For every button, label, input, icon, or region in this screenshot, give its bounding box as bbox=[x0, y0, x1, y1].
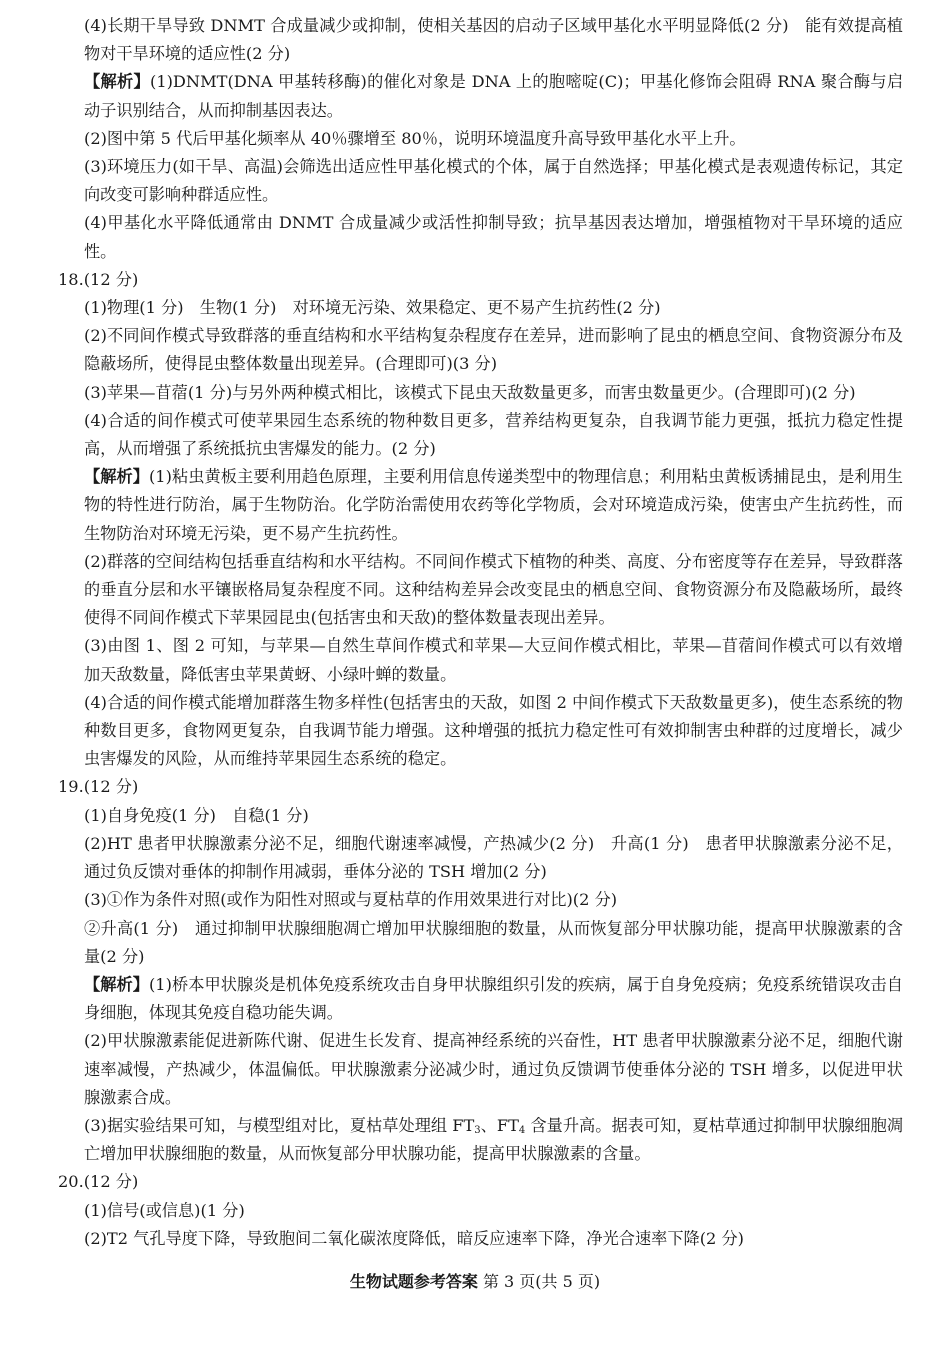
q18-answer-4: (4)合适的间作模式可使苹果园生态系统的物种数目更多，营养结构更复杂，自我调节能力更强，抵抗力稳定性提高，从而增强了系统抵抗虫害爆发的能力。(2 分) bbox=[84, 410, 903, 459]
page-footer bbox=[0, 1271, 950, 1293]
q18-explanation-3: (3)由图 1、图 2 可知，与苹果—自然生草间作模式和苹果—大豆间作模式相比，苹果—苜蓿间作模式可以有效增加天敌数量，降低害虫苹果黄蚜、小绿叶蝉的数量。 bbox=[84, 636, 903, 684]
q19-answer-2: (2)HT 患者甲状腺激素分泌不足，细胞代谢速率减慢，产热减少(2 分) 升高(1 分) 患者甲状腺激素分泌不足，通过负反馈对垂体的抑制作用减弱，垂体分泌的 TSH 增加(2 分) bbox=[84, 833, 903, 882]
q20-answer-2: (2)T2 气孔导度下降，导致胞间二氧化碳浓度降低，暗反应速率下降，净光合速率下降(2 分) bbox=[84, 1228, 744, 1248]
q18-heading: 18.(12 分) bbox=[58, 269, 139, 289]
q18-answer-3: (3)苹果—苜蓿(1 分)与另外两种模式相比，该模式下昆虫天敌数量更多，而害虫数量更少。(合理即可)(2 分) bbox=[84, 382, 856, 402]
q19-answer-1: (1)自身免疫(1 分) 自稳(1 分) bbox=[84, 805, 309, 825]
q18-explanation-4: (4)合适的间作模式能增加群落生物多样性(包括害虫的天敌，如图 2 中间作模式下天敌数量更多)，使生态系统的物种数目更多，食物网更复杂，自我调节能力增强。这种增强的抵抗力稳定性可有效抑制害虫种群的过度增长，减少虫害爆发的风险，从而维持苹果园生态系统的稳定。 bbox=[84, 692, 903, 769]
q17-explanation-3: (3)环境压力(如干旱、高温)会筛选出适应性甲基化模式的个体，属于自然选择；甲基化模式是表观遗传标记，其定向改变可影响种群适应性。 bbox=[84, 157, 903, 205]
q19-explanation-2: (2)甲状腺激素能促进新陈代谢、促进生长发育、提高神经系统的兴奋性，HT 患者甲状腺激素分泌不足，细胞代谢速率减慢，产热减少，体温偏低。甲状腺激素分泌减少时，通过负反馈调节使垂体分泌的 TSH 增多，以促进甲状腺激素合成。 bbox=[84, 1031, 903, 1107]
q19-explanation-3: (3)据实验结果可知，与模型组对比，夏枯草处理组 $FT_3$、$FT_4$ 含量升高。据表可知，夏枯草通过抑制甲状腺细胞凋亡增加甲状腺细胞的数量，从而恢复部分甲状腺功能，提高甲状腺激素的含量。 bbox=[84, 1115, 904, 1164]
footer-title: 生物试题参考答案 bbox=[349, 1272, 478, 1291]
q17-explanation-4: (4)甲基化水平降低通常由 DNMT 合成量减少或活性抑制导致；抗旱基因表达增加，增强植物对干旱环境的适应性。 bbox=[84, 213, 903, 261]
answer-content bbox=[58, 12, 903, 1253]
q19-answer-3b: ②升高(1 分) 通过抑制甲状腺细胞凋亡增加甲状腺细胞的数量，从而恢复部分甲状腺功能，提高甲状腺激素的含量(2 分) bbox=[84, 918, 903, 966]
q18-answer-1: (1)物理(1 分) 生物(1 分) 对环境无污染、效果稳定、更不易产生抗药性(2 分) bbox=[84, 298, 661, 318]
q20-answer-1: (1)信号(或信息)(1 分) bbox=[84, 1200, 245, 1220]
q20-heading: 20.(12 分) bbox=[58, 1172, 139, 1192]
q19-heading: 19.(12 分) bbox=[58, 777, 139, 797]
q19-answer-3: (3)①作为条件对照(或作为阳性对照或与夏枯草的作用效果进行对比)(2 分) bbox=[84, 890, 618, 910]
q18-answer-2: (2)不同间作模式导致群落的垂直结构和水平结构复杂程度存在差异，进而影响了昆虫的栖息空间、食物资源分布及隐蔽场所，使得昆虫整体数量出现差异。(合理即可)(3 分) bbox=[84, 326, 903, 374]
q18-explanation-2: (2)群落的空间结构包括垂直结构和水平结构。不同间作模式下植物的种类、高度、分布密度等存在差异，导致群落的垂直分层和水平镶嵌格局复杂程度不同。这种结构差异会改变昆虫的栖息空间、食物资源分布及隐蔽场所，最终使得不同间作模式下苹果园昆虫(包括害虫和天敌)的整体数量表现出差异。 bbox=[84, 551, 903, 628]
q17-answer-4: (4)长期干旱导致 DNMT 合成量减少或抑制，使相关基因的启动子区域甲基化水平明显降低(2 分) 能有效提高植物对干旱环境的适应性(2 分) bbox=[84, 16, 903, 64]
q19-explanation-1: 【解析】(1)桥本甲状腺炎是机体免疫系统攻击自身甲状腺组织引发的疾病，属于自身免疫病；免疫系统错误攻击自身细胞，体现其免疫自稳功能失调。 bbox=[84, 974, 903, 1023]
q18-explanation-1: 【解析】(1)粘虫黄板主要利用趋色原理，主要利用信息传递类型中的物理信息；利用粘虫黄板诱捕昆虫，是利用生物的特性进行防治，属于生物防治。化学防治需使用农药等化学物质，会对环境造成污染，使害虫产生抗药性，而生物防治对环境无污染，更不易产生抗药性。 bbox=[84, 467, 903, 543]
analysis-tag: 【解析】 bbox=[84, 72, 150, 92]
footer-page-number: 第 3 页(共 5 页) bbox=[482, 1272, 601, 1291]
analysis-tag: 【解析】 bbox=[84, 467, 149, 487]
q17-explanation-1: 【解析】(1)DNMT(DNA 甲基转移酶)的催化对象是 DNA 上的胞嘧啶(C)；甲基化修饰会阻碍 RNA 聚合酶与启动子识别结合，从而抑制基因表达。 bbox=[84, 72, 904, 120]
analysis-tag: 【解析】 bbox=[84, 974, 149, 994]
q17-explanation-2: (2)图中第 5 代后甲基化频率从 40％骤增至 80％，说明环境温度升高导致甲基化水平上升。 bbox=[84, 128, 746, 148]
